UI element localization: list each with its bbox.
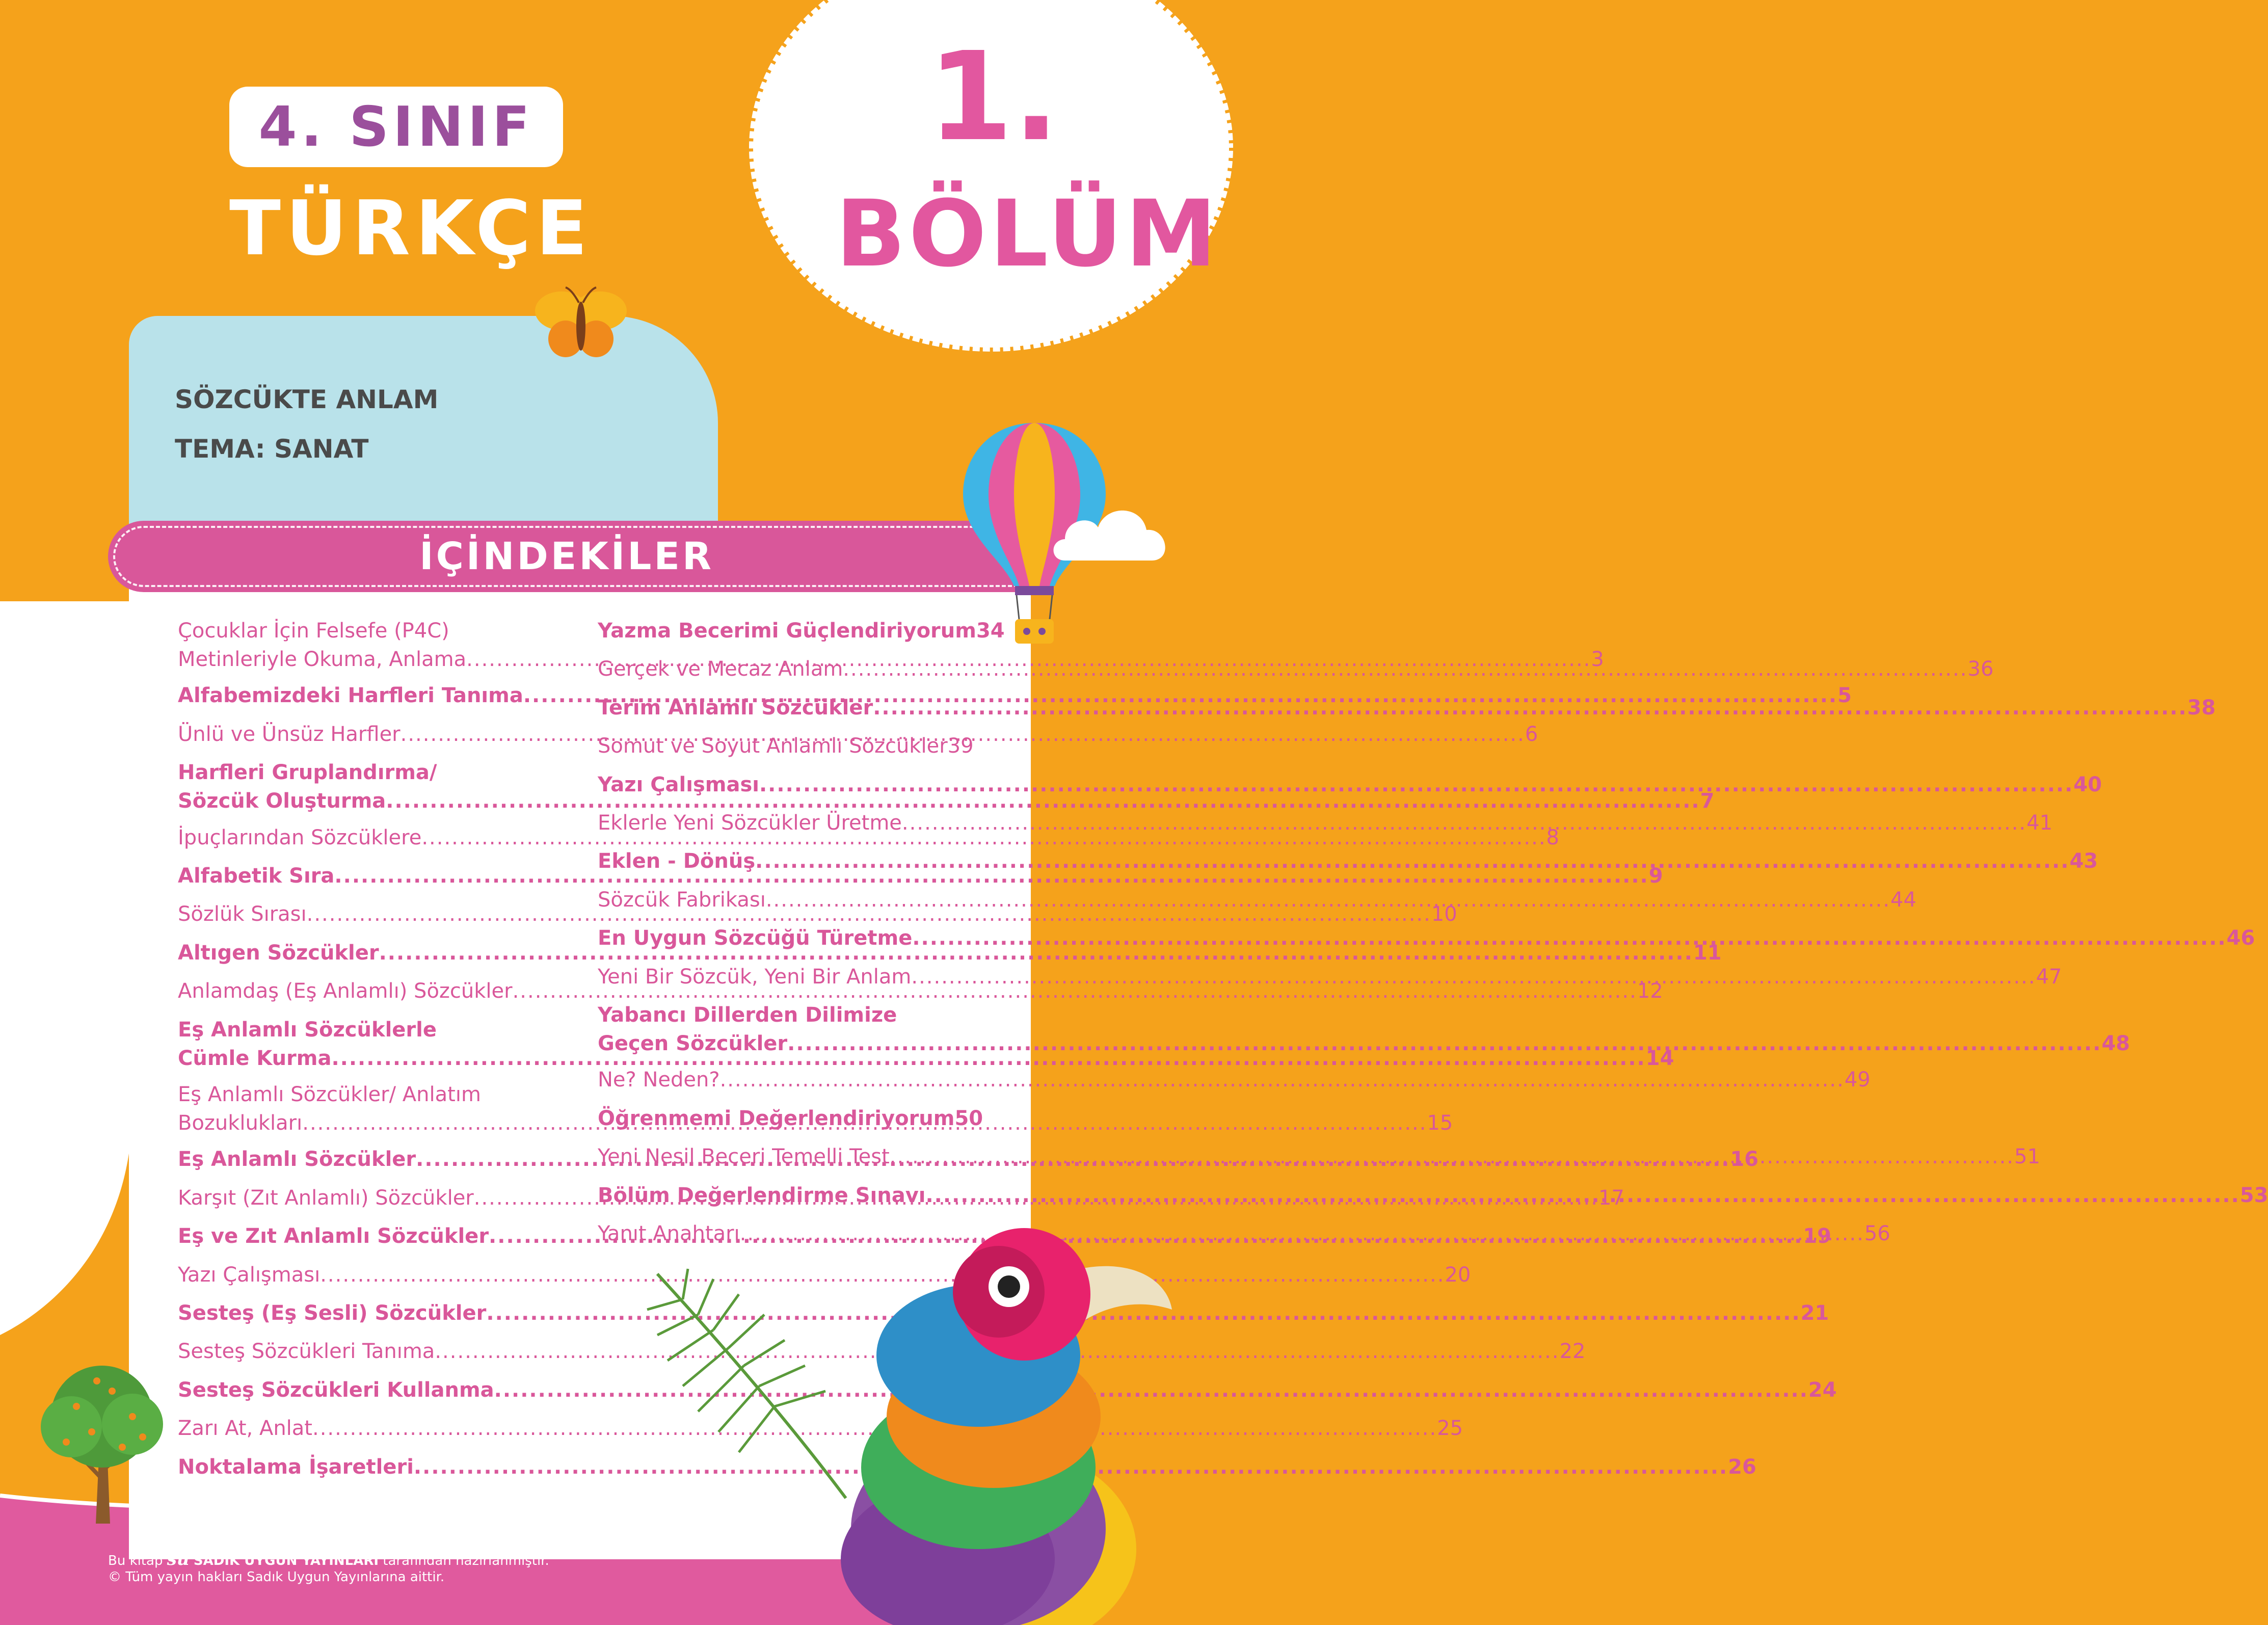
dot-leader <box>902 809 2026 837</box>
toc-entry[interactable] <box>178 1453 1756 1481</box>
toc-page-number: 46 <box>2226 926 2255 950</box>
toc-page-number: 48 <box>2101 1032 2130 1055</box>
toc-entry[interactable] <box>178 1261 1471 1289</box>
toc-entry-title: Eş ve Zıt Anlamlı Sözcükler <box>178 1224 489 1248</box>
toc-entry[interactable] <box>598 1104 983 1133</box>
left-white-curve <box>0 601 132 1335</box>
toc-entry-title: Bozuklukları <box>178 1111 303 1135</box>
toc-page-number: 34 <box>976 619 1005 643</box>
toc-entry-title: Metinleriyle Okuma, Anlama <box>178 648 467 671</box>
toc-page-number: 14 <box>1645 1046 1674 1070</box>
toc-entry-title: Karşıt (Zıt Anlamlı) Sözcükler <box>178 1186 474 1210</box>
toc-page-number: 26 <box>1728 1455 1756 1479</box>
toc-entry[interactable] <box>178 1376 1837 1404</box>
toc-page-number: 3 <box>1591 648 1604 671</box>
toc-entry-title: Eş Anlamlı Sözcüklerle <box>178 1018 437 1042</box>
toc-entry-title: İpuçlarından Sözcüklere <box>178 825 422 849</box>
dot-leader <box>912 924 2226 952</box>
toc-page-number: 39 <box>947 734 974 758</box>
toc-entry-title: Yeni Nesil Beceri Temelli Test <box>598 1145 890 1169</box>
toc-entry-title: Yazma Becerimi Güçlendiriyorum <box>598 619 976 643</box>
toc-page-number: 17 <box>1598 1186 1624 1210</box>
toc-page-number: 22 <box>1559 1340 1586 1364</box>
toc-entry-title: En Uygun Sözcüğü Türetme <box>598 926 913 950</box>
toc-entry-title: Eklerle Yeni Sözcükler Üretme <box>598 811 902 835</box>
toc-page-number: 51 <box>2014 1145 2040 1169</box>
cloud-icon <box>10 825 173 907</box>
toc-page-number: 56 <box>1864 1222 1890 1245</box>
toc-entry[interactable] <box>598 617 1005 645</box>
tree-icon <box>36 1361 168 1529</box>
toc-page-number: 6 <box>1525 722 1538 746</box>
subject-title: TÜRKÇE <box>229 184 593 272</box>
dot-leader <box>843 655 1967 683</box>
dot-leader <box>720 1065 1845 1094</box>
toc-entry-title: Somut ve Soyut Anlamlı Sözcükler <box>598 734 948 758</box>
section-number: 1. <box>927 25 1060 168</box>
toc-entry[interactable] <box>178 1414 1463 1443</box>
toc-page-number: 11 <box>1693 941 1722 965</box>
toc-entry-title: Alfabetik Sıra <box>178 864 335 888</box>
toc-entry-title: Geçen Sözcükler <box>598 1032 788 1055</box>
toc-entry-title: Noktalama İşaretleri <box>178 1455 414 1479</box>
toc-entry-title: Eklen - Dönüş <box>598 849 756 873</box>
toc-entry-title: Cümle Kurma <box>178 1046 332 1070</box>
toc-entry-title: Harfleri Gruplandırma/ <box>178 761 437 785</box>
toc-page-number: 10 <box>1431 902 1457 926</box>
toc-page-number: 5 <box>1837 684 1852 708</box>
toc-entry[interactable] <box>598 809 2053 837</box>
toc-entry-title: Terim Anlamlı Sözcükler <box>598 696 873 720</box>
butterfly-icon <box>530 285 632 367</box>
toc-page-number: 20 <box>1445 1263 1471 1287</box>
toc-page-number: 12 <box>1637 979 1663 1003</box>
toc-entry-title: Yazı Çalışması <box>598 772 759 796</box>
toc-header-title: İÇİNDEKİLER <box>419 535 714 578</box>
toc-entry-title: Gerçek ve Mecaz Anlam <box>598 657 843 681</box>
toc-page-number: 16 <box>1730 1148 1759 1171</box>
toc-entry[interactable] <box>598 770 2102 799</box>
toc-page-number: 8 <box>1546 825 1559 849</box>
dot-leader <box>787 1029 2101 1058</box>
toc-entry-title: Çocuklar İçin Felsefe (P4C) <box>178 619 449 643</box>
toc-entry[interactable] <box>598 924 2255 952</box>
toc-page-number: 41 <box>2026 811 2053 835</box>
toc-entry[interactable] <box>598 694 2216 722</box>
toc-entry[interactable] <box>598 655 1994 683</box>
toc-entry-title: Sözcük Oluşturma <box>178 789 386 813</box>
toc-page-number: 24 <box>1808 1378 1837 1402</box>
toc-page-number: 21 <box>1800 1301 1829 1325</box>
parrot-icon <box>693 1223 1173 1625</box>
grade-title: 4. SINIF <box>258 95 534 159</box>
toc-entry-title: Zarı At, Anlat <box>178 1417 312 1441</box>
toc-page-number: 19 <box>1803 1224 1832 1248</box>
toc-entry-title: Eş Anlamlı Sözcükler <box>178 1148 416 1171</box>
dot-leader <box>755 847 2069 875</box>
toc-entry-title: Anlamdaş (Eş Anlamlı) Sözcükler <box>178 979 513 1003</box>
toc-entry[interactable] <box>598 1065 1871 1094</box>
cloud-icon <box>1050 499 1173 571</box>
toc-page-number: 44 <box>1890 888 1916 912</box>
footer-prefix: Bu kitap <box>108 1553 163 1568</box>
section-word: BÖLÜM <box>836 181 1220 287</box>
toc-entry-title: Eş Anlamlı Sözcükler/ Anlatım <box>178 1083 481 1106</box>
toc-entry-title: Sesteş Sözcükleri Kullanma <box>178 1378 494 1402</box>
publisher-name: SADIK UYGUN YAYINLARI <box>193 1553 379 1568</box>
toc-entry-title: Ünlü ve Ünsüz Harfler <box>178 722 401 746</box>
copyright-text: © Tüm yayın hakları Sadık Uygun Yayınlarına aittir. <box>108 1569 445 1585</box>
topic-title: SÖZCÜKTE ANLAM <box>175 385 439 414</box>
theme-title: TEMA: SANAT <box>175 434 369 464</box>
toc-page-number: 36 <box>1967 657 1994 681</box>
toc-entry[interactable] <box>598 847 2098 875</box>
toc-page-number: 50 <box>954 1106 983 1130</box>
toc-entry-title: Sözcük Fabrikası <box>598 888 766 912</box>
toc-page-number: 43 <box>2069 849 2098 873</box>
dot-leader <box>873 694 2187 722</box>
toc-page-number: 9 <box>1648 864 1663 888</box>
toc-entry[interactable] <box>178 939 1722 967</box>
dot-leader <box>759 770 2073 799</box>
toc-entry[interactable] <box>178 1299 1829 1327</box>
toc-entry[interactable] <box>178 862 1663 890</box>
dot-leader <box>766 886 1890 914</box>
dot-leader <box>911 963 2036 991</box>
toc-entry-title: Bölüm Değerlendirme Sınavı <box>598 1183 926 1207</box>
toc-page-number: 7 <box>1700 789 1715 813</box>
toc-entry-title: Yeni Bir Sözcük, Yeni Bir Anlam <box>598 965 912 989</box>
toc-entry-title: Sesteş Sözcükleri Tanıma <box>178 1340 435 1364</box>
toc-page-number: 49 <box>1844 1068 1871 1092</box>
toc-page-number: 47 <box>2036 965 2062 989</box>
toc-header <box>108 521 1025 592</box>
toc-entry-title: Yanıt Anahtarı <box>598 1222 740 1245</box>
toc-entry-title: Sesteş (Eş Sesli) Sözcükler <box>178 1301 487 1325</box>
toc-entry-title: Sözlük Sırası <box>178 902 307 926</box>
toc-page-number: 38 <box>2187 696 2216 720</box>
toc-entry-title: Altıgen Sözcükler <box>178 941 379 965</box>
grade-box <box>229 87 563 167</box>
toc-page-number: 15 <box>1427 1111 1453 1135</box>
footer-suffix: tarafından hazırlanmıştır. <box>383 1553 549 1568</box>
toc-entry[interactable] <box>598 732 974 760</box>
toc-entry-title: Yazı Çalışması <box>178 1263 321 1287</box>
publisher-logo: su <box>167 1549 190 1569</box>
footer-line-1 <box>108 1549 549 1569</box>
toc-entry-title: Yabancı Dillerden Dilimize <box>598 1003 897 1027</box>
toc-entry-title: Ne? Neden? <box>598 1068 720 1092</box>
dot-leader <box>925 1181 2239 1210</box>
toc-page-number: 40 <box>2073 772 2102 796</box>
toc-entry[interactable] <box>178 1337 1586 1366</box>
toc-page-number: 53 <box>2239 1183 2268 1207</box>
toc-page-number: 25 <box>1437 1417 1463 1441</box>
dot-leader <box>890 1142 2014 1171</box>
toc-entry-title: Alfabemizdeki Harfleri Tanıma <box>178 684 523 708</box>
toc-entry-title: Öğrenmemi Değerlendiriyorum <box>598 1106 955 1130</box>
